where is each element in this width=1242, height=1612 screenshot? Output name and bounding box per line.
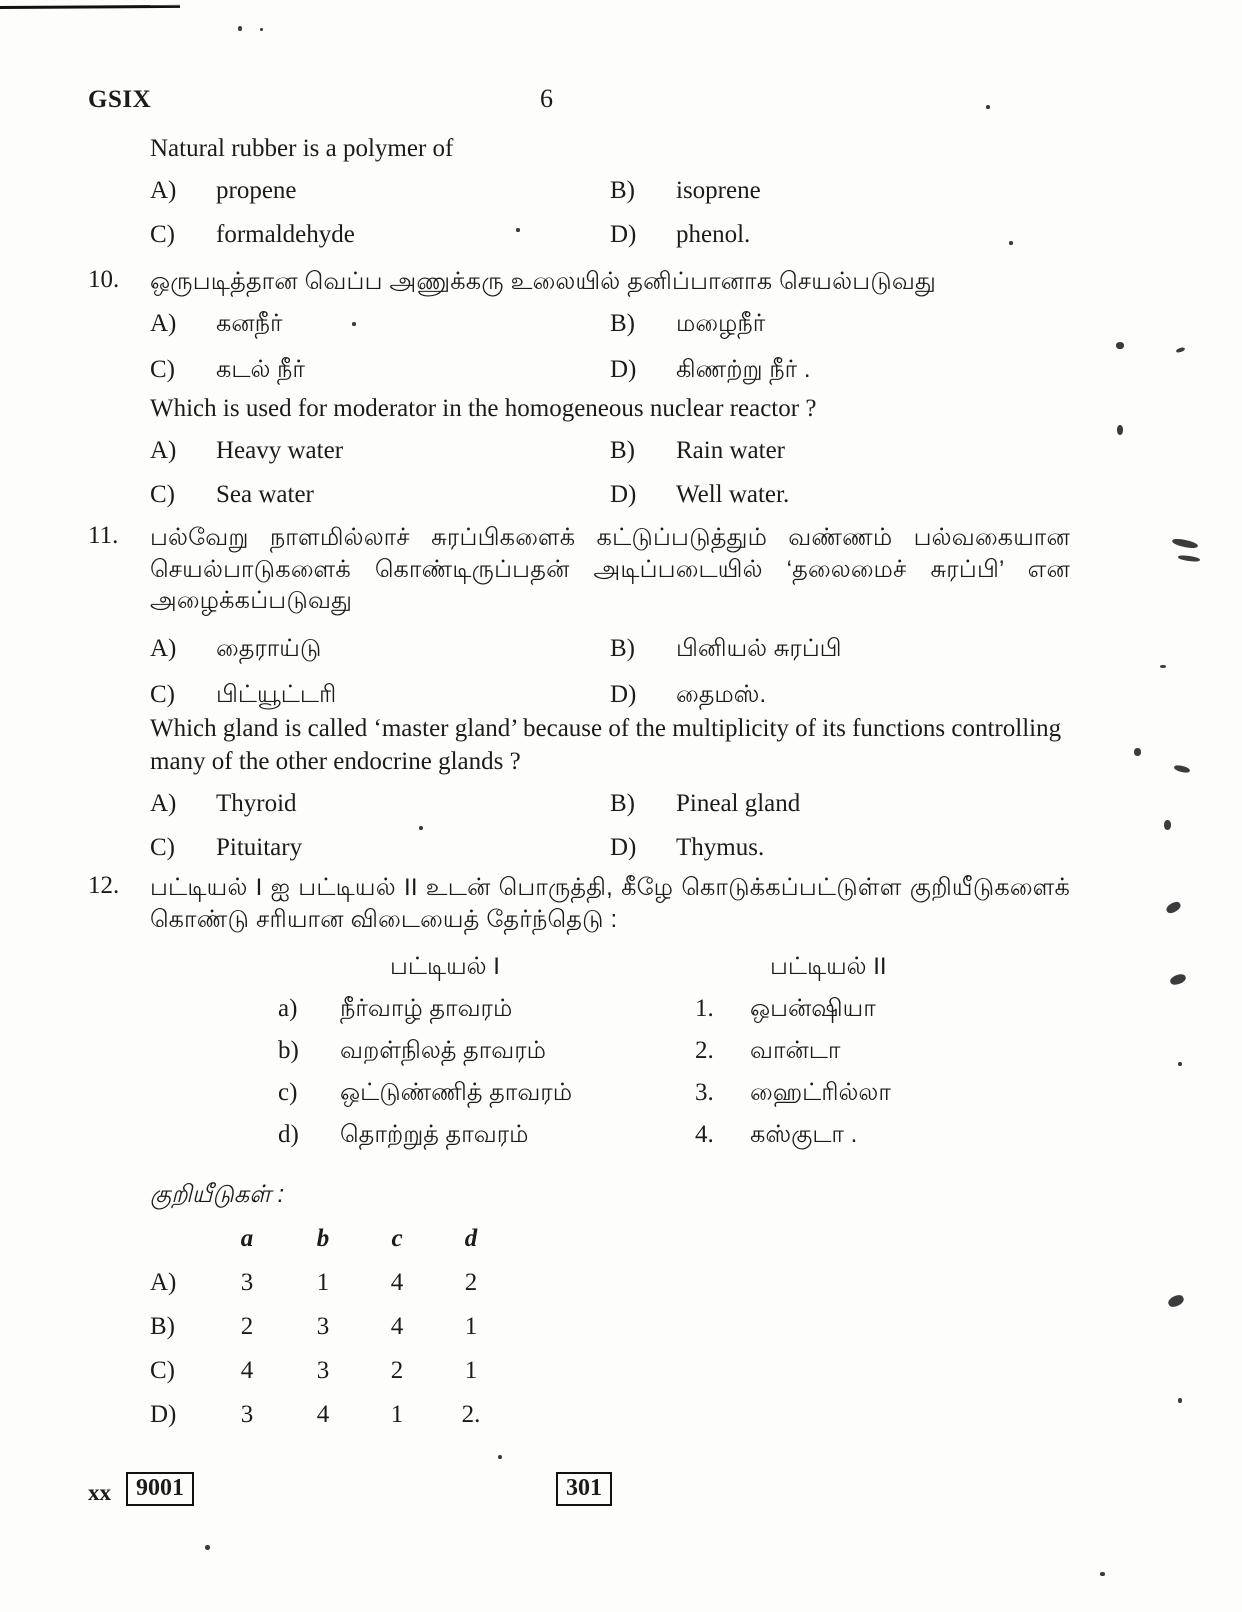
option-row	[150, 481, 1088, 509]
option-label: C)	[150, 481, 175, 508]
option-text: கனநீர்	[216, 309, 283, 337]
option-text: Sea water	[216, 481, 314, 508]
option-b[interactable]	[610, 790, 800, 818]
question-block-rubber	[88, 132, 1088, 265]
list-2-header: பட்டியல் II	[770, 953, 887, 981]
option-label: A)	[150, 635, 177, 663]
list-1-value: தொற்றுத் தாவரம்	[340, 1121, 529, 1149]
option-label: B)	[150, 1313, 175, 1341]
option-label: B)	[610, 309, 635, 337]
list-2-key: 3.	[695, 1079, 714, 1107]
option-text: பினியல் சுரப்பி	[676, 635, 842, 663]
list-1-value: ஒட்டுண்ணித் தாவரம்	[340, 1079, 573, 1107]
option-row	[150, 310, 1088, 340]
list-1-header: பட்டியல் I	[390, 953, 500, 981]
option-label: B)	[610, 635, 635, 663]
option-d[interactable]	[610, 221, 750, 249]
code-value: 1	[464, 1313, 478, 1341]
option-c[interactable]	[150, 834, 610, 862]
option-label: A)	[150, 437, 177, 464]
codes-option-b[interactable]	[150, 1313, 1088, 1357]
code-value: 1	[316, 1269, 330, 1297]
subject-code-header: GSIX	[88, 86, 152, 113]
list-2-value: ஒபன்ஷியா	[750, 995, 876, 1023]
table-row	[150, 1079, 1088, 1121]
page-code-box: 301	[556, 1472, 612, 1506]
list-2-key: 1.	[695, 995, 714, 1023]
option-list	[150, 177, 1088, 249]
option-text: கிணற்று நீர் .	[676, 355, 811, 383]
option-text: phenol.	[676, 221, 751, 248]
code-value: 3	[316, 1357, 330, 1385]
option-a[interactable]	[150, 635, 610, 665]
list-2-key: 2.	[695, 1037, 714, 1065]
option-row	[150, 221, 1088, 249]
question-stem: ஒருபடித்தான வெப்ப அணுக்கரு உலையில் தனிப்பானாக செயல்படுவது	[150, 268, 937, 295]
option-label: C)	[150, 355, 175, 383]
code-value: 4	[240, 1357, 254, 1385]
option-text: isoprene	[676, 177, 761, 204]
codes-header-row	[150, 1225, 1088, 1269]
question-stem: Which gland is called ‘master gland’ because of the multiplicity of its functions controlling many of the other endocrine glands ?	[150, 715, 1062, 775]
option-d[interactable]	[610, 834, 764, 862]
option-list	[150, 635, 1088, 711]
option-text: Well water.	[676, 481, 790, 508]
option-label: D)	[610, 355, 637, 383]
codes-option-c[interactable]	[150, 1357, 1088, 1401]
list-1-key: c)	[278, 1079, 298, 1107]
option-a[interactable]	[150, 177, 610, 205]
code-value: 2.	[461, 1401, 481, 1429]
option-row	[150, 437, 1088, 465]
option-row	[150, 177, 1088, 205]
codes-answer-grid	[150, 1225, 1088, 1445]
footer-prefix: xx	[88, 1480, 111, 1505]
option-text: Pituitary	[216, 834, 303, 861]
option-label: A)	[150, 177, 177, 204]
codes-column-d: d	[464, 1225, 478, 1253]
option-label: C)	[150, 834, 175, 861]
question-stem: Natural rubber is a polymer of	[150, 135, 454, 162]
matching-table-headers	[150, 953, 1088, 987]
option-text: தைராய்டு	[216, 635, 322, 663]
option-row	[150, 790, 1088, 818]
option-text: கடல் நீர்	[216, 355, 305, 383]
code-value: 4	[390, 1313, 404, 1341]
list-2-value: கஸ்குடா .	[750, 1121, 858, 1149]
list-1-value: வறள்நிலத் தாவரம்	[340, 1037, 546, 1065]
table-row	[150, 995, 1088, 1037]
code-value: 3	[240, 1401, 254, 1429]
option-d[interactable]	[610, 481, 789, 509]
option-c[interactable]	[150, 221, 610, 249]
option-d[interactable]	[610, 356, 811, 386]
question-block-10-english	[88, 392, 1088, 525]
option-b[interactable]	[610, 635, 842, 665]
option-label: C)	[150, 1357, 175, 1385]
option-label: B)	[610, 790, 635, 817]
question-block-12-matching	[88, 872, 1088, 1445]
option-text: Rain water	[676, 437, 785, 464]
table-row	[150, 1037, 1088, 1079]
question-block-10-tamil	[88, 266, 1088, 402]
option-a[interactable]	[150, 790, 610, 818]
option-d[interactable]	[610, 681, 766, 711]
question-number: 10.	[88, 266, 120, 293]
codes-option-a[interactable]	[150, 1269, 1088, 1313]
code-value: 2	[240, 1313, 254, 1341]
list-2-value: வான்டா	[750, 1037, 841, 1065]
code-value: 4	[390, 1269, 404, 1297]
option-b[interactable]	[610, 177, 761, 205]
code-value: 2	[464, 1269, 478, 1297]
option-label: C)	[150, 221, 175, 248]
option-text: மழைநீர்	[676, 309, 766, 337]
code-value: 3	[240, 1269, 254, 1297]
option-list	[150, 437, 1088, 509]
option-text: Heavy water	[216, 437, 344, 464]
code-value: 1	[390, 1401, 404, 1429]
option-row	[150, 356, 1088, 386]
code-value: 2	[390, 1357, 404, 1385]
option-label: A)	[150, 1269, 177, 1297]
list-1-key: b)	[278, 1037, 299, 1065]
question-block-11-tamil	[88, 522, 1088, 727]
list-1-value: நீர்வாழ் தாவரம்	[340, 995, 513, 1023]
option-text: Thymus.	[676, 834, 765, 861]
option-label: A)	[150, 309, 177, 337]
question-block-11-english	[88, 712, 1088, 878]
option-row	[150, 834, 1088, 862]
option-text: Pineal gland	[676, 790, 801, 817]
paper-code-box: 9001	[126, 1472, 194, 1506]
question-stem: பல்வேறு நாளமில்லாச் சுரப்பிகளைக் கட்டுப்படுத்தும் வண்ணம் பல்வகையான செயல்பாடுகளைக் கொண்டிருப்பதன் அடிப்படையில் ‘தலைமைச் சுரப்பி’ என அழைக்கப்படுவது	[150, 524, 1070, 615]
codes-column-c: c	[391, 1225, 403, 1253]
option-label: D)	[610, 834, 637, 861]
list-2-value: ஹைட்ரில்லா	[750, 1079, 891, 1107]
matching-table-rows	[150, 995, 1088, 1163]
option-text: Thyroid	[216, 790, 297, 817]
option-label: D)	[610, 221, 637, 248]
page-footer	[88, 1472, 1088, 1512]
codes-label: குறியீடுகள் :	[150, 1181, 285, 1209]
page-number: 6	[540, 84, 553, 113]
option-b[interactable]	[610, 437, 785, 465]
option-label: C)	[150, 681, 175, 709]
option-b[interactable]	[610, 310, 765, 340]
option-c[interactable]	[150, 481, 610, 509]
code-value: 1	[464, 1357, 478, 1385]
option-c[interactable]	[150, 681, 610, 711]
option-label: D)	[610, 481, 637, 508]
codes-column-a: a	[240, 1225, 254, 1253]
codes-option-d[interactable]	[150, 1401, 1088, 1445]
option-a[interactable]	[150, 437, 610, 465]
option-list	[150, 790, 1088, 862]
option-label: D)	[150, 1401, 177, 1429]
option-list	[150, 310, 1088, 386]
option-text: propene	[216, 177, 297, 204]
option-row	[150, 681, 1088, 711]
list-1-key: d)	[278, 1121, 299, 1149]
option-c[interactable]	[150, 356, 610, 386]
question-stem: Which is used for moderator in the homogeneous nuclear reactor ?	[150, 395, 817, 422]
option-a[interactable]	[150, 310, 610, 340]
question-stem: பட்டியல் I ஐ பட்டியல் II உடன் பொருத்தி, கீழே கொடுக்கப்பட்டுள்ள குறியீடுகளைக் கொண்டு சரியான விடையைத் தேர்ந்தெடு :	[150, 874, 1070, 933]
question-number: 12.	[88, 872, 120, 899]
code-value: 3	[316, 1313, 330, 1341]
code-value: 4	[316, 1401, 330, 1429]
question-number: 11.	[88, 522, 119, 549]
option-row	[150, 635, 1088, 665]
option-text: தைமஸ்.	[676, 681, 767, 709]
list-2-key: 4.	[695, 1121, 714, 1149]
option-label: D)	[610, 681, 637, 709]
codes-column-b: b	[316, 1225, 330, 1253]
option-text: பிட்யூட்டரி	[216, 681, 337, 709]
table-row	[150, 1121, 1088, 1163]
list-1-key: a)	[278, 995, 298, 1023]
option-text: formaldehyde	[216, 221, 355, 248]
option-label: B)	[610, 177, 635, 204]
option-label: B)	[610, 437, 635, 464]
option-label: A)	[150, 790, 177, 817]
